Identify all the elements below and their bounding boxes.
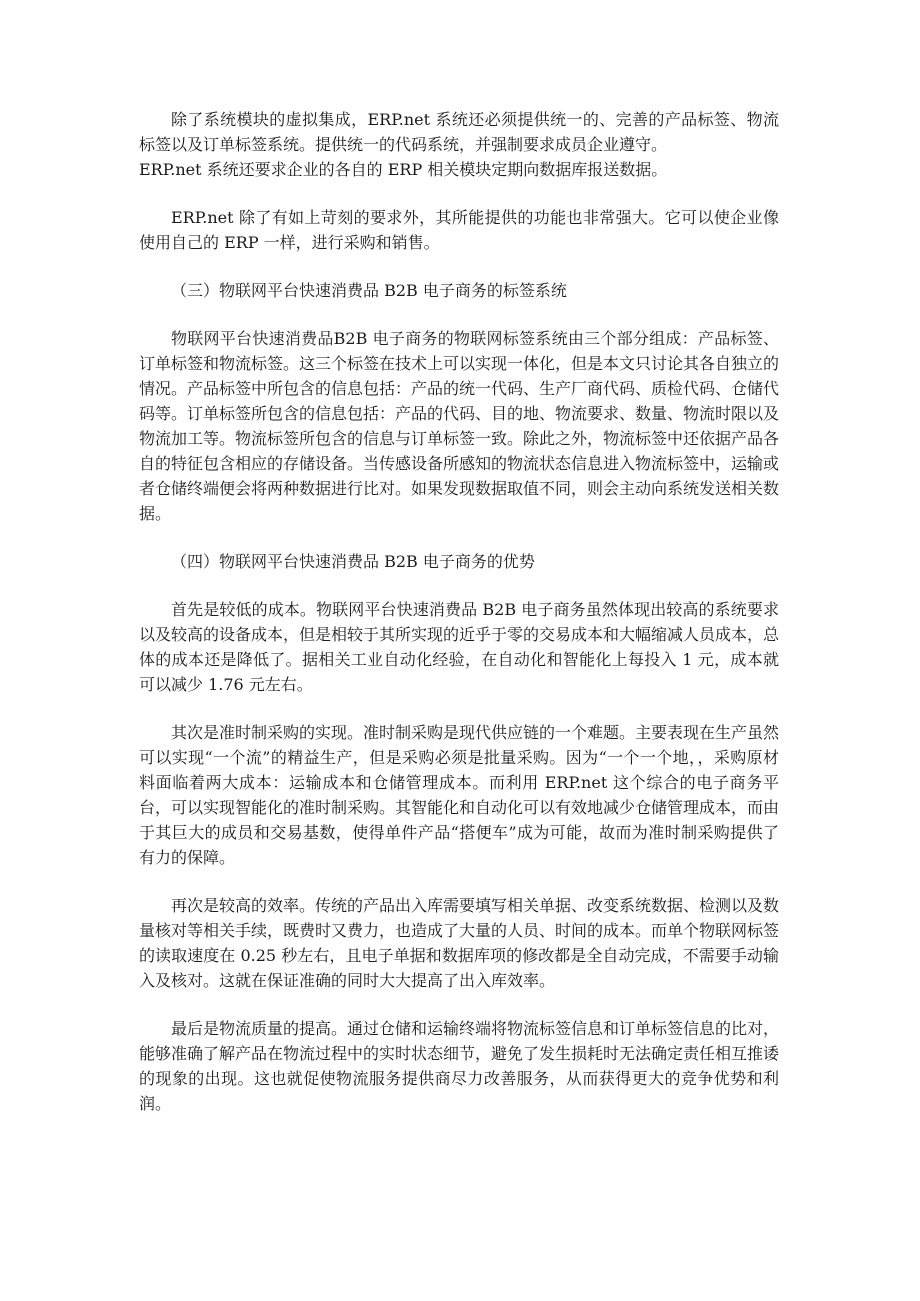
section-heading-4: （四）物联网平台快速消费品 B2B 电子商务的优势: [171, 552, 535, 571]
paragraph-3: 物联网平台快速消费品B2B 电子商务的物联网标签系统由三个部分组成：产品标签、订单标签和物流标签。这三个标签在技术上可以实现一体化，但是本文只讨论其各自独立的情况。产品标签中所包含的信息包括：产品的统一代码、生产厂商代码、质检代码、仓储代码等。订单标签所包含的信息包括：产品的代码、目的地、物流要求、数量、物流时限以及物流加工等。物流标签所包含的信息与订单标签一致。除此之外，物流标签中还依据产品各自的特征包含相应的存储设备。当传感设备所感知的物流状态信息进入物流标签中，运输或者仓储终端便会将两种数据进行比对。如果发现数据取值不同，则会主动向系统发送相关数据。: [139, 329, 780, 523]
paragraph-gap: [139, 870, 779, 893]
paragraph-gap: [139, 303, 779, 326]
paragraph-gap: [139, 697, 779, 720]
paragraph-6: 再次是较高的效率。传统的产品出入库需要填写相关单据、改变系统数据、检测以及数量核对等相关手续，既费时又费力，也造成了大量的人员、时间的成本。而单个物联网标签的读取速度在 0.25 秒左右，且电子单据和数据库项的修改都是全自动完成，不需要手动输入及核对。这就在保证准确的同时大大提高了出入库效率。: [139, 896, 780, 990]
paragraph-4: 首先是较低的成本。物联网平台快速消费品 B2B 电子商务虽然体现出较高的系统要求以及较高的设备成本，但是相较于其所实现的近乎于零的交易成本和大幅缩减人员成本，总体的成本还是降低了。据相关工业自动化经验，在自动化和智能化上每投入 1 元，成本就可以减少 1.76 元左右。: [139, 600, 780, 694]
paragraph-1-part-1: 除了系统模块的虚拟集成，ERP.net 系统还必须提供统一的、完善的产品标签、物流标签以及订单标签系统。提供统一的代码系统，并强制要求成员企业遵守。: [139, 110, 779, 154]
paragraph-1-part-2: ERP.net 系统还要求企业的各自的 ERP 相关模块定期向数据库报送数据。: [139, 160, 668, 179]
paragraph-7: 最后是物流质量的提高。通过仓储和运输终端将物流标签信息和订单标签信息的比对，能够准确了解产品在物流过程中的实时状态细节，避免了发生损耗时无法确定责任相互推诿的现象的出现。这也就促使物流服务提供商尽力改善服务，从而获得更大的竞争优势和利润。: [139, 1019, 780, 1113]
paragraph-5: 其次是准时制采购的实现。准时制采购是现代供应链的一个难题。主要表现在生产虽然可以实现“一个流”的精益生产，但是采购必须是批量采购。因为“一个一个地，，采购原材料面临着两大成本：运输成本和仓储管理成本。而利用 ERP.net 这个综合的电子商务平台，可以实现智能化的准时制采购。其智能化和自动化可以有效地减少仓储管理成本，而由于其巨大的成员和交易基数，使得单件产品“搭便车”成为可能，故而为准时制采购提供了有力的保障。: [139, 723, 780, 867]
document-page: [139, 107, 779, 1116]
paragraph-gap: [139, 255, 779, 278]
paragraph-1: [139, 107, 779, 182]
paragraph-gap: [139, 993, 779, 1016]
paragraph-gap: [139, 182, 779, 205]
paragraph-2: ERP.net 除了有如上苛刻的要求外，其所能提供的功能也非常强大。它可以使企业像使用自己的 ERP 一样，进行采购和销售。: [139, 208, 779, 252]
paragraph-gap: [139, 526, 779, 549]
paragraph-gap: [139, 574, 779, 597]
section-heading-3: （三）物联网平台快速消费品 B2B 电子商务的标签系统: [171, 281, 567, 300]
